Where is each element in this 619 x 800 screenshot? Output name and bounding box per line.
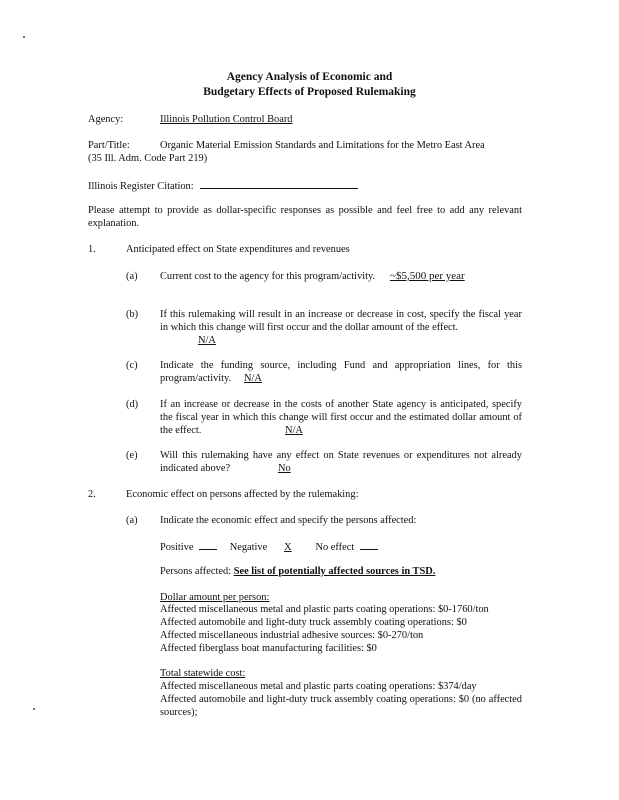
- section-2-heading: Economic effect on persons affected by the rulemaking:: [126, 489, 359, 500]
- title-line-1: Agency Analysis of Economic and: [226, 71, 393, 83]
- title-line-2: Budgetary Effects of Proposed Rulemaking: [203, 86, 416, 98]
- item-1a-label: (a): [126, 271, 138, 282]
- item-1b-text: If this rulemaking will result in an increase or decrease in cost, specify the fiscal year in which this change will first occur and the dollar amount of the effect.: [160, 309, 522, 333]
- part-title-code: (35 Ill. Adm. Code Part 219): [88, 153, 208, 164]
- item-1e-text: Will this rulemaking have any effect on State revenues or expenditures not already indicated above?: [160, 450, 522, 474]
- item-1e-label: (e): [126, 450, 138, 461]
- item-1d-label: (d): [126, 399, 139, 410]
- statewide-item: Affected miscellaneous metal and plastic parts coating operations: $374/day: [160, 681, 477, 692]
- section-1-number: 1.: [88, 244, 96, 255]
- part-title-label: Part/Title:: [88, 140, 130, 151]
- per-person-item: Affected miscellaneous metal and plastic parts coating operations: $0-1760/ton: [160, 604, 489, 615]
- persons-affected-value: See list of potentially affected sources in TSD.: [233, 566, 436, 577]
- persons-affected: [160, 565, 435, 578]
- register-citation-label: Illinois Register Citation:: [88, 181, 194, 192]
- item-1a-text: Current cost to the agency for this program/activity.: [160, 271, 376, 282]
- item-1d-answer: N/A: [285, 425, 303, 436]
- no-effect-label: No effect: [315, 542, 355, 553]
- per-person-item: Affected fiberglass boat manufacturing facilities: $0: [160, 643, 377, 654]
- item-1c-answer: N/A: [244, 373, 262, 384]
- item-1c-label: (c): [126, 360, 138, 371]
- scan-speck: [23, 36, 25, 38]
- section-2-number: 2.: [88, 489, 96, 500]
- statewide-item: Affected automobile and light-duty truck assembly coating operations: $0 (no affected sources);: [160, 694, 522, 718]
- item-1b-answer: N/A: [198, 335, 216, 346]
- item-1c-text: Indicate the funding source, including Fund and appropriation lines, for this program/activity.: [160, 360, 522, 384]
- register-citation: [88, 178, 358, 193]
- item-1d-text: If an increase or decrease in the costs of another State agency is anticipated, specify the fiscal year in which this change will first occur and the estimated dollar amount of the effect.: [160, 399, 522, 436]
- instructions: Please attempt to provide as dollar-specific responses as possible and feel free to add any relevant explanation.: [88, 205, 522, 229]
- section-1-heading: Anticipated effect on State expenditures and revenues: [126, 244, 350, 255]
- effect-selection: [160, 539, 378, 554]
- part-title-value: Organic Material Emission Standards and Limitations for the Metro East Area: [160, 140, 485, 151]
- per-person-heading: Dollar amount per person:: [160, 592, 270, 603]
- persons-affected-label: Persons affected:: [160, 566, 232, 577]
- item-2a-label: (a): [126, 515, 138, 526]
- register-citation-blank: [200, 178, 358, 189]
- positive-label: Positive: [160, 542, 194, 553]
- agency-label: Agency:: [88, 114, 124, 125]
- positive-blank: [199, 539, 217, 550]
- agency-value: Illinois Pollution Control Board: [160, 114, 293, 125]
- per-person-item: Affected miscellaneous industrial adhesive sources: $0-270/ton: [160, 630, 424, 641]
- item-1e-answer: No: [278, 463, 291, 474]
- scan-speck: [33, 708, 35, 710]
- no-effect-blank: [360, 539, 378, 550]
- negative-label: Negative: [229, 542, 268, 553]
- item-1b-label: (b): [126, 309, 139, 320]
- item-1a-answer: ~$5,500 per year: [390, 270, 465, 282]
- item-2a-text: Indicate the economic effect and specify the persons affected:: [160, 515, 417, 526]
- per-person-item: Affected automobile and light-duty truck assembly coating operations: $0: [160, 617, 467, 628]
- negative-mark: X: [284, 542, 292, 553]
- statewide-heading: Total statewide cost:: [160, 668, 246, 679]
